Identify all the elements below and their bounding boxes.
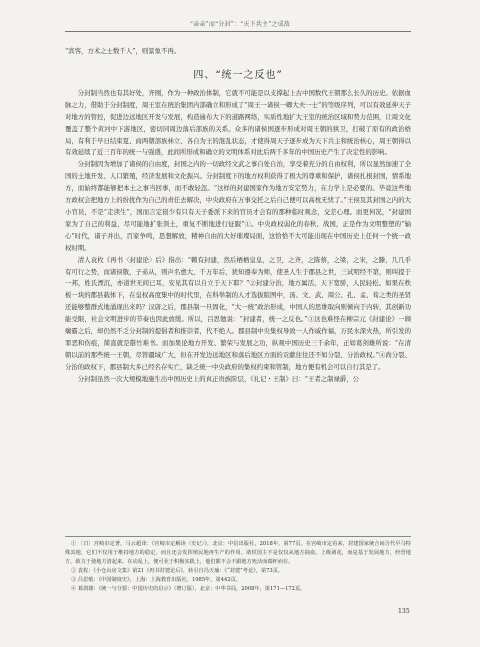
footnote: ① 〔日〕宫崎市定著，马云超译：《宫崎市定解读〈史记〉》，北京：中信出版社，2018年，第77页。在宫崎市定看来，封建国家统合间合代早马特殊其地，它们不仅用于维持地方的稳定，而且还会发挥殖民地再生产的作用。诸侯国主不是仅仅从地方抽血，上级剥花，而是基于发展地方，经营地方，致力于使地方清起来。在动乱上，便可业于积极实践上，他们都不会不跟地方死活而端杯而在。 <box>65 541 411 565</box>
paragraph: 分封制虽然一次大规模地施生出中国历史上的真正贵族阶层，《礼记・王制》曰：“王者之制禄爵，公 <box>77 374 360 383</box>
running-header: “亲亲”而“分封”：“天下共主”之成敌 <box>189 21 291 28</box>
footnote-rule <box>65 536 411 537</box>
footnote: ② 袁枚：《小仓山房文集》第21《再书封建论后》，转引自冯天瑜：《“封建”考论》，第73页。 <box>71 567 284 574</box>
paragraph: 分封制当然也有其好处，齐刚，作为一种政治体制，它就不可能是以支撑起上古中国数代王朝那么长久的历史。依据血脉之力，借助于分封制度，周王室在统治集团内部确立和形成了“周王一诸侯一卿大夫一士”的等级序列，可以有效延伸天子对地方的管控，促进边远地区开发与发展，构造逾布大下的道路网络，实质性地扩大王室的统治区域和势力范围，让周文化覆盖了整个黄河中下游地区，密切同周边落后部族的关系。众多的诸侯国逐步形成对周王朝的拱卫，打破了原有的政治格局，有利于早日结束夏、商两朝部族林立、各自为王的混乱状态，才使得周天子逐步成为天下共主和统治核心，周王朝得以有效延续了近三百年的统一与强盛，此间所形成和确立的文明体系对此后两千多年的中国历史产生了决定性的影响。 <box>65 88 411 157</box>
footnotes <box>65 540 411 593</box>
page-number: 135 <box>398 608 410 615</box>
footnote: ③ 吕思勉：《中国制度史》，上海：上海教育出版社，1985年，第442页。 <box>71 576 241 583</box>
body-text <box>65 46 411 386</box>
section-heading: 四、“统一之反也” <box>193 69 283 81</box>
paragraph-continuation: “宾客，方术之士数千人”，则景象不再。 <box>65 47 181 55</box>
header-rule <box>65 31 411 32</box>
footnote: ④ 葛剑雄：《统一与分裂：中国历史的启示》（增订版），北京：中华书局，2008年，第171—172页。 <box>71 585 306 592</box>
paragraph: 清人袁枚《再书〈封建论〉后》指出：“赖有封建，然后栖栖皇皇，之卫，之齐，之陈蔡，之梁，之宋，之滕，几几乎有可行之势，而诸侯敬，子弟从，则声名愈大，千万年后，犹知遵奉为师，使圣人生于郡县之世，三试明经不第，则叫提于一邦，姓氏湮沉，亦道世无间已耳，安见其有以自立于天下耶？”②封建分治，地方属活，天下宽骄，人民轻松。如果在秩板一块的郡县载体下，在皇权高度集中的时代里，在科举制的人才选拔版图中，汤、文、武、周公、孔、孟、荀之类的圣贤还能够整群式地涌现出来吗？汉唐之后，郡县制一旦固化，“大一统”政治形成，中国人的思维取向则倾向于内转，其创新功能受限，社会文明进步的节奏也因此放缓。所以，吕思勉说：“封建者，统一之反也。”③这也难怪在柳宗元《封建论》一顾瘸霸之后，却仍然不乏分封制的提倡者和推崇者，代不绝人。郡县制中央集权导致一人作威作福，万民水深火热，所引发的罪恶和伤痕，简直就是罄竹难书。而加果论地方开发、繁荣与发展之功，纵观中国历史三千余年，正如葛剑雄所说：“在清朝以前的那些统一王朝，尽管疆域广大，但在开发边远地区和落后地区方面的贡献往往还不如分裂、分治政权。”④尚分裂、分治的政权下，郡县制大多已经名存实亡，缺乏统一中央政府的集权约束和管制，地方便有机会可以自行其是了。 <box>65 255 411 371</box>
paragraph: 分封制因为增加了诸侯的自由度，封国之内的一切政经文武之事自处自治，享受着充分的自由权利，所以显然加速了全国的土地开发、人口繁殖，经济发展和文化振兴。分封制度下的地方权利获得了极大的尊重和保护，诸侯扎根封国，情系地方，而始终都能够把本土之事当回事，而不敢轻忽。“这样的封建国家作为地方安定势力，在力学上是必要的。毕竟这些地方政权会把地方上的纷扰作为自己的责任去解决，中央政府在万事交托之后自己便可以高枕无忧了。”王侯及其封国之内的大小官员，不是“走读生”，国而言定很少有只有天子委派下来的官员才会有的那种临时观念，交差心理。而更何况，“封建国家为了自己的利益，尽可能地扩张领土，重复不断地进行征服”①。中央政权弱化的春秋、战国，正是作为文明整塑的“轴心”时代，诸子并出，百家争鸣，思想解放，精神自由的大好璀璨局面，这恰恰不大可能出现在中国历史上任何一个统一政权时期。 <box>65 160 411 252</box>
